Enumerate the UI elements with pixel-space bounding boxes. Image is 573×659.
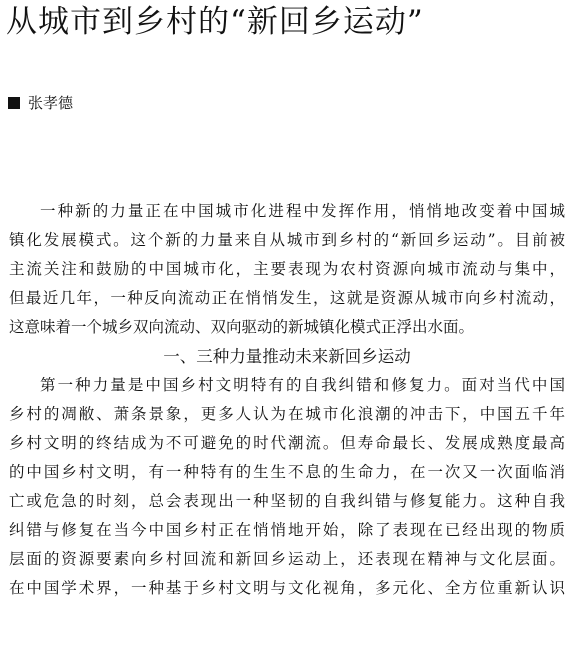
paragraph-first-line: 第一种力量是中国乡村文明特有的自我纠错和修复力。面对当代中国 <box>40 376 565 394</box>
body-text-line: 镇化发展模式。这个新的力量来自从城市到乡村的“新回乡运动”。目前被 <box>9 231 565 249</box>
body-text-line: 主流关注和鼓励的中国城市化，主要表现为农村资源向城市流动与集中， <box>9 260 565 278</box>
body-text-line: 乡村的凋敝、萧条景象，更多人认为在城市化浪潮的冲击下，中国五千年 <box>9 405 565 423</box>
body-text-line: 的中国乡村文明，有一种特有的生生不息的生命力，在一次又一次面临消 <box>9 463 565 481</box>
body-text-line: 层面的资源要素向乡村回流和新回乡运动上，还表现在精神与文化层面。 <box>9 550 565 568</box>
paragraph-last-line: 这意味着一个城乡双向流动、双向驱动的新城镇化模式正浮出水面。 <box>9 318 475 336</box>
article-body <box>9 197 565 603</box>
author-line <box>8 93 73 113</box>
body-text-line: 亡或危急的时刻，总会表现出一种坚韧的自我纠错与修复能力。这种自我 <box>9 492 565 510</box>
square-bullet-icon <box>8 97 20 109</box>
body-text-line: 在中国学术界，一种基于乡村文明与文化视角，多元化、全方位重新认识 <box>9 579 565 597</box>
section-heading: 一、三种力量推动未来新回乡运动 <box>163 347 411 366</box>
article-title: 从城市到乡村的“新回乡运动” <box>6 4 424 40</box>
body-text-line: 乡村文明的终结成为不可避免的时代潮流。但寿命最长、发展成熟度最高 <box>9 434 565 452</box>
author-name: 张孝德 <box>28 94 74 112</box>
paragraph-first-line: 一种新的力量正在中国城市化进程中发挥作用，悄悄地改变着中国城 <box>40 202 565 220</box>
body-text-line: 纠错与修复在当今中国乡村正在悄悄地开始，除了表现在已经出现的物质 <box>9 521 565 539</box>
body-text-line: 但最近几年，一种反向流动正在悄悄发生，这就是资源从城市向乡村流动， <box>9 289 565 307</box>
